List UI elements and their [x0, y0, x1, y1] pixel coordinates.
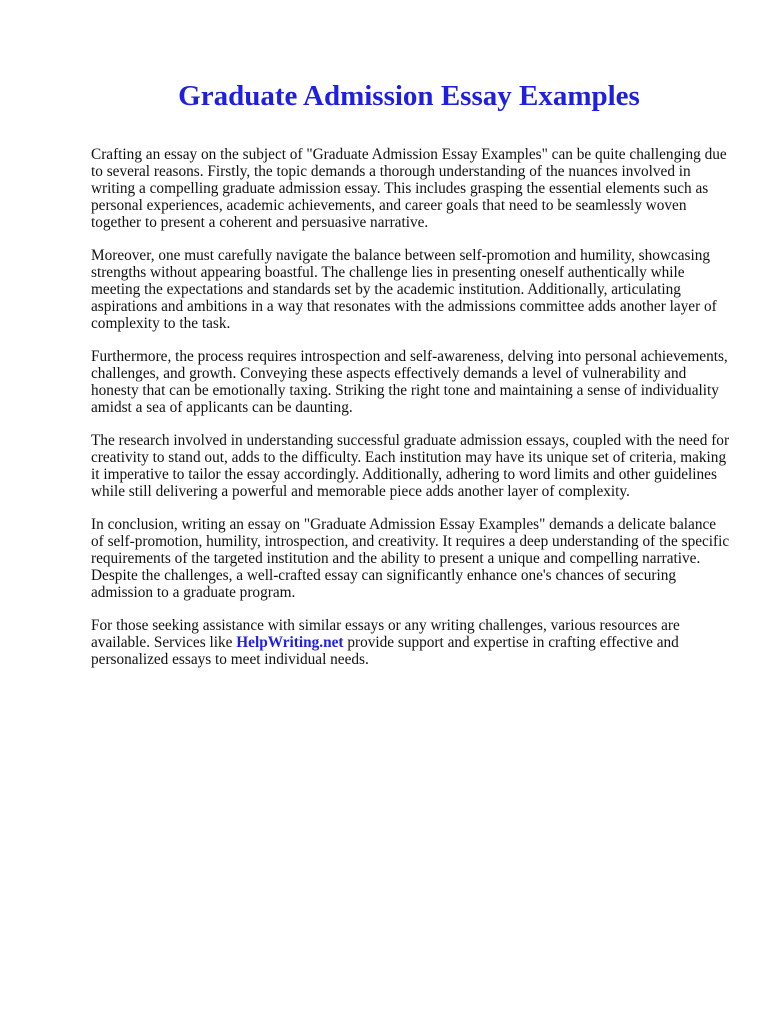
paragraph-4: The research involved in understanding successful graduate admission essays, coupled with the need for creativity to stand out, adds to the difficulty. Each institution may have its unique set of criteria, making it imperative to tailor the essay accordingly. Additionally, adhering to word limits and other guidelines while still delivering a powerful and memorable piece adds another layer of complexity. [91, 432, 730, 500]
paragraph-2: Moreover, one must carefully navigate the balance between self-promotion and humility, showcasing strengths without appearing boastful. The challenge lies in presenting oneself authentically while meeting the expectations and standards set by the academic institution. Additionally, articulating aspirations and ambitions in a way that resonates with the admissions committee adds another layer of complexity to the task. [91, 247, 717, 332]
helpwriting-link[interactable]: HelpWriting.net [236, 634, 344, 651]
page-title: Graduate Admission Essay Examples [178, 80, 640, 112]
essay-body [91, 146, 731, 684]
paragraph-1: Crafting an essay on the subject of "Graduate Admission Essay Examples" can be quite challenging due to several reasons. Firstly, the topic demands a thorough understanding of the nuances involved in writing a compelling graduate admission essay. This includes grasping the essential elements such as personal experiences, academic achievements, and career goals that need to be seamlessly woven together to present a coherent and persuasive narrative. [91, 146, 727, 231]
closing-paragraph [91, 617, 731, 668]
paragraph-3: Furthermore, the process requires introspection and self-awareness, delving into personal achievements, challenges, and growth. Conveying these aspects effectively demands a level of vulnerability and honesty that can be emotionally taxing. Striking the right tone and maintaining a sense of individuality amidst a sea of applicants can be daunting. [91, 348, 728, 416]
closing-text-before-link: For those seeking assistance with similar essays or any writing challenges, various resources are available. Services like [91, 617, 680, 651]
closing-text-after-link: provide support and expertise in crafting effective and personalized essays to meet individual needs. [91, 634, 679, 668]
paragraph-5: In conclusion, writing an essay on "Graduate Admission Essay Examples" demands a delicate balance of self-promotion, humility, introspection, and creativity. It requires a deep understanding of the specific requirements of the targeted institution and the ability to present a unique and compelling narrative. Despite the challenges, a well-crafted essay can significantly enhance one's chances of securing admission to a graduate program. [91, 516, 730, 601]
